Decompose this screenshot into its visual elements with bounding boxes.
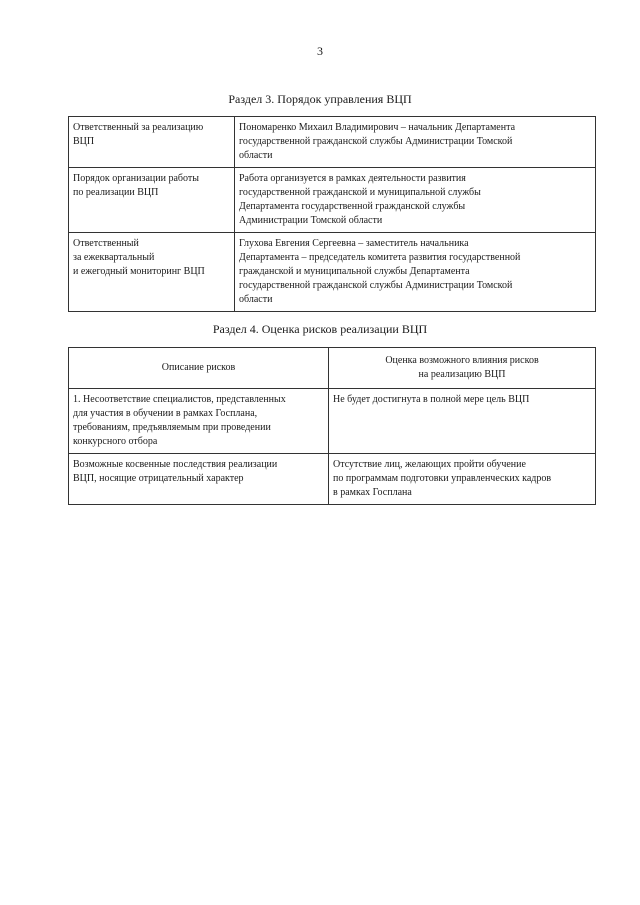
row-value-cell xyxy=(235,117,596,168)
risk-cell xyxy=(69,454,329,505)
monitoring-value: Глухова Евгения Сергеевна – заместитель начальника Департамента – председатель комитета развития государственной гражданской и муниципальной службы Департамента государственной гражданской службы Администрации Томской области xyxy=(239,238,521,305)
header-risk: Описание рисков xyxy=(161,362,236,373)
organization-value: Работа организуется в рамках деятельности развития государственной гражданской и муниципальной службы Департамента государственной гражданской службы Администрации Томской области xyxy=(239,173,481,226)
organization-label: Порядок организации работы по реализации ВЦП xyxy=(73,173,199,198)
risk-text: Возможные косвенные последствия реализации ВЦП, носящие отрицательный характер xyxy=(73,459,278,484)
table-row xyxy=(69,168,596,233)
risk-text: 1. Несоответствие специалистов, представленных для участия в обучении в рамках Госплана, требованиям, предъявляемым при проведении конкурсного отбора xyxy=(73,394,286,447)
section-4-title: Раздел 4. Оценка рисков реализации ВЦП xyxy=(212,322,428,336)
impact-text: Отсутствие лиц, желающих пройти обучение по программам подготовки управленческих кадров в рамках Госплана xyxy=(333,459,552,498)
risk-cell xyxy=(69,389,329,454)
header-impact: Оценка возможного влияния рисков на реализацию ВЦП xyxy=(385,355,539,380)
row-label-cell xyxy=(69,233,235,312)
impact-cell xyxy=(329,454,596,505)
section-3-title: Раздел 3. Порядок управления ВЦП xyxy=(228,92,412,106)
table-row xyxy=(69,389,596,454)
management-table xyxy=(68,116,596,312)
header-risk-cell xyxy=(69,348,329,389)
table-row xyxy=(69,117,596,168)
row-value-cell xyxy=(235,168,596,233)
impact-cell xyxy=(329,389,596,454)
header-impact-cell xyxy=(329,348,596,389)
table-row xyxy=(69,454,596,505)
responsible-label: Ответственный за реализацию ВЦП xyxy=(73,122,204,147)
risk-table xyxy=(68,347,596,505)
row-value-cell xyxy=(235,233,596,312)
table-header-row xyxy=(69,348,596,389)
table-row xyxy=(69,233,596,312)
monitoring-label: Ответственный за ежеквартальный и ежегодный мониторинг ВЦП xyxy=(73,238,205,277)
page-number: 3 xyxy=(317,44,323,58)
row-label-cell xyxy=(69,117,235,168)
impact-text: Не будет достигнута в полной мере цель ВЦП xyxy=(333,394,530,405)
responsible-value: Пономаренко Михаил Владимирович – начальник Департамента государственной гражданской службы Администрации Томской области xyxy=(239,122,516,161)
row-label-cell xyxy=(69,168,235,233)
